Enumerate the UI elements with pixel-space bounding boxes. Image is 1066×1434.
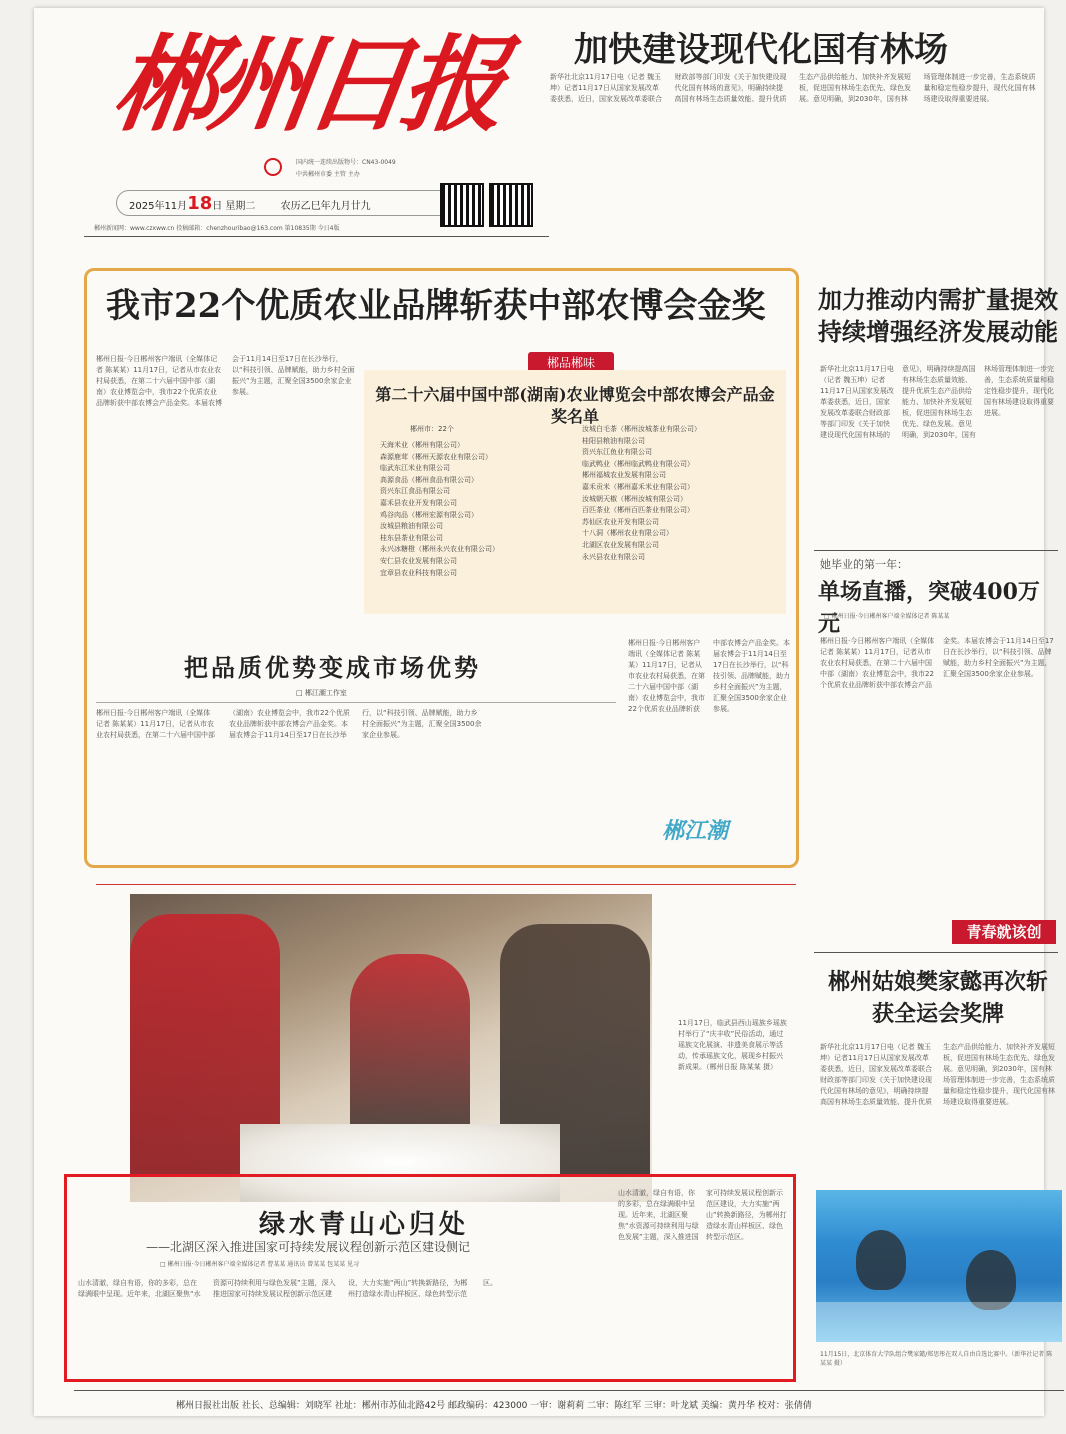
- main-photo: [130, 894, 652, 1202]
- date-suffix: 日 星期二: [212, 201, 256, 212]
- award-item: 安仁县农业发展有限公司: [380, 556, 457, 565]
- party-emblem-icon: [264, 158, 282, 176]
- award-item: 郴州福城农业发展有限公司: [582, 471, 666, 480]
- swimmer-figure: [966, 1250, 1016, 1310]
- divider: [96, 884, 796, 885]
- feature-commentary-body: 郴州日报·今日郴州客户端讯（全媒体记者 陈某某）11月17日，记者从市农业农村局获悉，在第二十六届中国中部（湖南）农业博览会中，我市22个优质农业品牌斩获中部农博会产品金奖。本届农博会于11月14日至17日在长沙举行，以“科技引领、品牌赋能，助力乡村全面振兴”为主题，汇聚全国3500余家企业参展。: [96, 709, 482, 739]
- divider: [814, 952, 1058, 953]
- swimmer-figure: [856, 1230, 906, 1290]
- award-item: 临武鸭业（郴州临武鸭业有限公司）: [582, 459, 694, 468]
- date-prefix: 2025年11月: [129, 201, 188, 212]
- award-item: 宜章县农业科技有限公司: [380, 568, 457, 577]
- award-item: 北湖区农业发展有限公司: [582, 540, 659, 549]
- award-item: 资兴东江食品有限公司: [380, 487, 450, 496]
- column-stamp: 郴江潮: [662, 818, 729, 844]
- award-item: 鸡谷肉品（郴州宏源有限公司）: [380, 510, 478, 519]
- award-list-left: [380, 440, 576, 579]
- award-item: 汝城白毛茶（郴州汝城茶业有限公司）: [582, 425, 701, 433]
- lunar-date: 农历乙巳年九月廿九: [280, 201, 371, 212]
- bottom-story-subhead: ——北湖区深入推进国家可持续发展议程创新示范区建设侧记: [146, 1240, 471, 1254]
- dateline: [116, 190, 454, 216]
- right-byline-2: □ 郴州日报·今日郴州客户端全媒体记者 陈某某: [824, 613, 950, 620]
- top-story-body: 新华社北京11月17日电（记者 魏玉坤）记者11月17日从国家发展改革委获悉，近日，国家发展改革委联合财政部等部门印发《关于加快建设现代化国有林场的意见》，明确持续提高国有林场生态质量效能、提升优质生态产品供给能力、加快补齐发展短板，促进国有林场生态优先、绿色发展。意见明确，到2030年，国有林场管理体制进一步完善，生态系统质量和稳定性稳步提升，现代化国有林场建设取得重要进展。: [550, 73, 1036, 103]
- bottom-story-byline: □ 郴州日报·今日郴州客户端全媒体记者 曹某某 通讯员 曾某某 包某某 见习: [160, 1261, 360, 1268]
- top-story-headline: 加快建设现代化国有林场: [574, 30, 948, 70]
- divider: [74, 1390, 1064, 1391]
- woman-in-costume: [350, 954, 470, 1134]
- swimming-photo: [816, 1190, 1062, 1342]
- divider: [814, 550, 1058, 551]
- masthead-issn: 国内统一连续出版物号：CN43-0049: [296, 159, 396, 166]
- award-item: 天海米业（郴州有限公司）: [380, 441, 464, 449]
- qr-code-icon: [440, 183, 484, 227]
- award-list-right: [582, 424, 780, 563]
- column-tag: 青春就该创: [952, 920, 1056, 944]
- section-tag: 郴品郴味: [528, 352, 614, 374]
- award-item: 永兴冰糖橙（郴州永兴农业有限公司）: [380, 545, 499, 554]
- feature-subhead-byline: □ 郴江潮工作室: [296, 689, 347, 697]
- date-day: 18: [187, 193, 213, 214]
- right-story-2-body: 郴州日报·今日郴州客户端讯（全媒体记者 陈某某）11月17日，记者从市农业农村局获悉，在第二十六届中国中部（湖南）农业博览会中，我市22个优质农业品牌斩获中部农博会产品金奖。本届农博会于11月14日至17日在长沙举行，以“科技引领、品牌赋能，助力乡村全面振兴”为主题，汇聚全国3500余家企业参展。: [820, 637, 1054, 689]
- feature-side-body: 郴州日报·今日郴州客户端讯（全媒体记者 陈某某）11月17日，记者从市农业农村局获悉，在第二十六届中国中部（湖南）农业博览会中，我市22个优质农业品牌斩获中部农博会产品金奖。本届农博会于11月14日至17日在长沙举行，以“科技引领、品牌赋能，助力乡村全面振兴”为主题，汇聚全国3500余家企业参展。: [628, 639, 790, 713]
- masthead-logo: 郴州日报: [105, 23, 507, 146]
- award-item: 森源鹿茸（郴州天源农业有限公司）: [380, 452, 492, 461]
- newspaper-page: [34, 8, 1058, 1416]
- feature-body: 郴州日报·今日郴州客户端讯（全媒体记者 陈某某）11月17日，记者从市农业农村局获悉，在第二十六届中国中部（湖南）农业博览会中，我市22个优质农业品牌斩获中部农博会产品金奖。本届农博会于11月14日至17日在长沙举行，以“科技引领、品牌赋能，助力乡村全面振兴”为主题，汇聚全国3500余家企业参展。: [96, 355, 355, 407]
- divider: [96, 702, 616, 703]
- divider: [84, 236, 549, 237]
- award-item: 汝城朝天椒（郴州汝城有限公司）: [582, 494, 687, 503]
- award-item: 苏仙区农业开发有限公司: [582, 517, 659, 526]
- award-item: 嘉禾贡米（郴州嘉禾米业有限公司）: [582, 482, 694, 491]
- feature-subhead: 把品质优势变成市场优势: [184, 653, 481, 682]
- right-headline-3: 郴州姑娘樊家懿再次斩获全运会奖牌: [827, 969, 1048, 1027]
- award-count: 郴州市：22个: [410, 425, 454, 433]
- award-item: 百匹茶业（郴州百匹茶业有限公司）: [582, 506, 694, 515]
- award-item: 汝城县粮油有限公司: [380, 522, 443, 531]
- bottom-story-headline: 绿水青山心归处: [258, 1210, 469, 1240]
- swim-photo-caption: 11月15日，北京体育大学队组合樊家懿/郑思彤在双人自由自选比赛中。（新华社记者 陈某某 摄）: [820, 1351, 1053, 1367]
- bottom-story-body: 山水清澈，绿自有语，你的多彩，总在绿满眼中呈现。近年来，北湖区聚焦“水资源可持续利用与绿色发展”主题，深入推进国家可持续发展议程创新示范区建设，大力实施“两山”转换新路径，为郴州打造绿水青山样板区、绿色转型示范区。: [78, 1279, 497, 1298]
- award-item: 临武东江米业有限公司: [380, 464, 450, 473]
- masthead-web-info: 郴州新闻网：www.czxww.cn 投稿邮箱：chenzhouribao@163.com 第10835期 今日4版: [94, 225, 340, 232]
- right-story-1-body: 新华社北京11月17日电（记者 魏玉坤）记者11月17日从国家发展改革委获悉，近日，国家发展改革委联合财政部等部门印发《关于加快建设现代化国有林场的意见》，明确持续提高国有林场生态质量效能、提升优质生态产品供给能力、加快补齐发展短板，促进国有林场生态优先、绿色发展。意见明确，到2030年，国有林场管理体制进一步完善，生态系统质量和稳定性稳步提升，现代化国有林场建设取得重要进展。: [820, 365, 1054, 439]
- award-item: 桂东县茶业有限公司: [380, 533, 443, 542]
- award-list-title: 第二十六届中国中部(湖南)农业博览会中部农博会产品金奖名单: [375, 385, 775, 426]
- masthead-sponsor: 中共郴州市委 主管 主办: [296, 171, 360, 178]
- award-item: 桂阳县粮油有限公司: [582, 436, 645, 445]
- qr-code-icon: [489, 183, 533, 227]
- award-item: 资兴东江鱼业有限公司: [582, 448, 652, 457]
- right-headline-1: 加力推动内需扩量提效 持续增强经济发展动能: [818, 285, 1058, 346]
- right-kicker-2: 她毕业的第一年：: [820, 558, 908, 571]
- award-item: 永兴县农业有限公司: [582, 552, 645, 561]
- award-item: 十八洞（郴州农业有限公司）: [582, 529, 673, 538]
- imprint-footer: 郴州日报社出版 社长、总编辑：刘晓军 社址：郴州市苏仙北路42号 邮政编码：423000 一审：谢莉莉 二审：陈红军 三审：叶龙斌 美编：黄丹华 校对：张倩倩: [176, 1401, 812, 1411]
- right-headline-2: 单场直播，突破400万元: [818, 579, 1040, 637]
- main-photo-caption: 11月17日，临武县西山瑶族乡瑶族村举行了“庆丰收”民俗活动，通过瑶族文化展演、非遗美食展示等活动，传承瑶族文化，展现乡村振兴新成果。（郴州日报 陈某某 摄）: [678, 1019, 787, 1071]
- award-item: 高源食品（郴州食品有限公司）: [380, 475, 478, 484]
- award-item: 嘉禾县农业开发有限公司: [380, 498, 457, 507]
- feature-headline: 我市22个优质农业品牌斩获中部农博会金奖: [106, 286, 766, 326]
- water-splash: [816, 1302, 1062, 1342]
- right-story-3-body: 新华社北京11月17日电（记者 魏玉坤）记者11月17日从国家发展改革委获悉，近日，国家发展改革委联合财政部等部门印发《关于加快建设现代化国有林场的意见》，明确持续提高国有林场生态质量效能、提升优质生态产品供给能力、加快补齐发展短板，促进国有林场生态优先、绿色发展。意见明确，到2030年，国有林场管理体制进一步完善，生态系统质量和稳定性稳步提升，现代化国有林场建设取得重要进展。: [820, 1043, 1055, 1106]
- bottom-story-side-body: 山水清澈，绿自有语，你的多彩，总在绿满眼中呈现。近年来，北湖区聚焦“水资源可持续利用与绿色发展”主题，深入推进国家可持续发展议程创新示范区建设，大力实施“两山”转换新路径，为郴州打造绿水青山样板区、绿色转型示范区。: [618, 1189, 787, 1241]
